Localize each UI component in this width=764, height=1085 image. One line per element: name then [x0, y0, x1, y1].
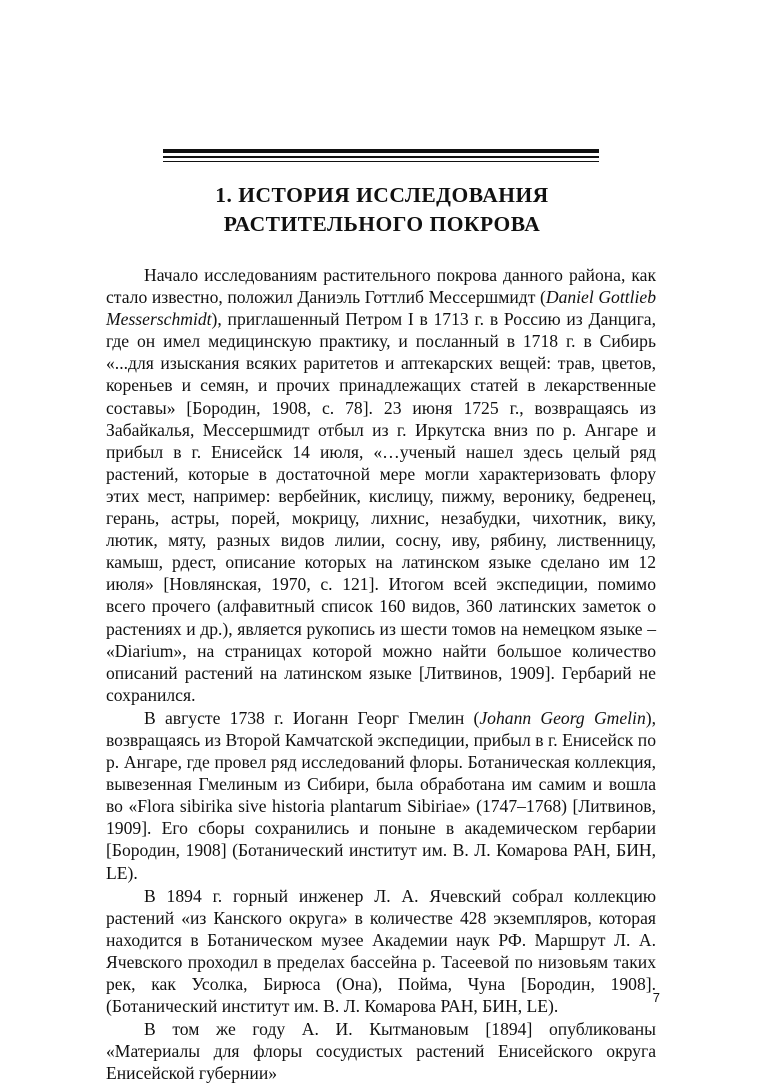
chapter-title-line-2: РАСТИТЕЛЬНОГО ПОКРОВА	[223, 212, 541, 236]
chapter-title-line-1: 1. ИСТОРИЯ ИССЛЕДОВАНИЯ	[215, 183, 549, 207]
latin-name: Daniel Gottlieb Messerschmidt	[106, 287, 656, 330]
paragraph-text: Начало исследованиям растительного покрова данного района, как стало известно, положил Даниэль Готтлиб Мессершмидт (	[106, 265, 656, 308]
paragraph-text: В августе 1738 г. Иоганн Георг Гмелин (	[144, 707, 480, 728]
paragraph-messerschmidt	[106, 264, 656, 706]
chapter-rule-medium	[163, 156, 599, 158]
body-text	[106, 264, 656, 1085]
latin-name: Johann Georg Gmelin	[479, 707, 646, 728]
paragraph-kytmanov: В том же году А. И. Кытмановым [1894] опубликованы «Материалы для флоры сосудистых растений Енисейского округа Енисейской губернии»	[106, 1019, 656, 1084]
paragraph-text: ), приглашенный Петром I в 1713 г. в Россию из Данцига, где он имел медицинскую практику, и посланный в 1718 г. в Сибирь «...для изыскания всяких раритетов и аптекарских вещей: трав, цветов, кореньев и семян, и прочих принадлежащих статей в лекарственные составы» [Бородин, 1908, с. 78]. 23 июня 1725 г., возвращаясь из Забайкалья, Мессершмидт отбыл из г. Иркутска вниз по р. Ангаре и прибыл в г. Енисейск 14 июля, «…ученый нашел здесь целый ряд растений, которые в достаточной мере могли характеризовать флору этих мест, например: вербейник, кислицу, пижму, веронику, бедренец, герань, астры, порей, мокрицу, лихнис, незабудки, чихотник, вику, лютик, мяту, разных видов лилии, сосну, иву, рябину, лиственницу, камыш, рдест, описание которых на латинском языке сделано им 12 июля» [Новлянская, 1970, с. 121]. Итогом всей экспедиции, помимо всего прочего (алфавитный список 160 видов, 360 латинских заметок о растениях и др.), является рукопись из шести томов на немецком языке – «Diarium», на страницах которой можно найти большое количество описаний растений на латинском языке [Литвинов, 1909]. Гербарий не сохранился.	[106, 309, 656, 705]
chapter-rule-thick	[163, 149, 599, 153]
chapter-rule-thin	[163, 161, 599, 162]
paragraph-text: ), возвращаясь из Второй Камчатской экспедиции, прибыл в г. Енисейск по р. Ангаре, где провел ряд исследований флоры. Ботаническая коллекция, вывезенная Гмелиным из Сибири, была обработана им самим и вошла во «Flora sibirika sive historia plantarum Sibiriae» (1747–1768) [Литвинов, 1909]. Его сборы сохранились и поныне в академическом гербарии [Бородин, 1908] (Ботанический институт им. В. Л. Комарова РАН, БИН, LE).	[106, 707, 657, 883]
chapter-title	[0, 181, 764, 239]
page-number: 7	[652, 990, 660, 1005]
paragraph-gmelin	[106, 707, 656, 884]
paragraph-yachevsky: В 1894 г. горный инженер Л. А. Ячевский собрал коллекцию растений «из Канского округа» в количестве 428 экземпляров, которая находится в Ботаническом музее Академии наук РФ. Маршрут Л. А. Ячевского проходил в пределах бассейна р. Тасеевой по низовьям таких рек, как Усолка, Бирюса (Она), Пойма, Чуна [Бородин, 1908]. (Ботанический институт им. В. Л. Комарова РАН, БИН, LE).	[106, 885, 656, 1017]
